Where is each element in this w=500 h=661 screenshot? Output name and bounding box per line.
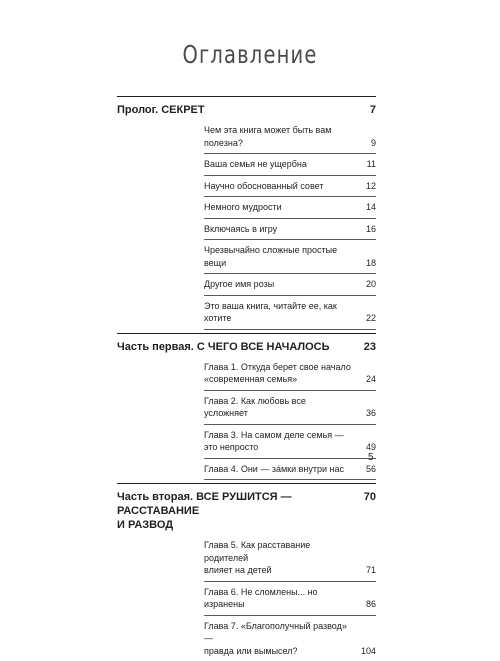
toc-part-prologue (117, 103, 376, 117)
entry-page-number: 86 (366, 598, 376, 611)
part-title: Часть первая. С ЧЕГО ВСЕ НАЧАЛОСЬ (117, 340, 376, 354)
entry-page-number: 24 (366, 373, 376, 386)
page-title: Оглавление (55, 40, 445, 69)
toc-part-one (117, 340, 376, 354)
entry-page-number: 16 (366, 223, 376, 236)
toc-entry: Глава 6. Не сломлены... но изранены 86 (204, 582, 376, 616)
toc-entry: Глава 7. «Благополучный развод» — правда или вымысел? 104 (204, 616, 376, 661)
entry-page-number: 36 (366, 407, 376, 420)
part-title: Часть вторая. ВСЕ РУШИТСЯ — РАССТАВАНИЕ И РАЗВОД (117, 490, 376, 532)
toc-entry: Научно обоснованный совет 12 (204, 176, 376, 198)
toc-entry: Включаясь в игру 16 (204, 219, 376, 241)
table-of-contents (117, 96, 376, 661)
entry-page-number: 49 (366, 441, 376, 454)
part-rule (117, 333, 376, 334)
toc-entry: Чрезвычайно сложные простые вещи 18 (204, 240, 376, 274)
toc-part-two (117, 490, 376, 532)
part-page-number: 23 (364, 340, 376, 354)
toc-entry: Немного мудрости 14 (204, 197, 376, 219)
toc-entry: Глава 2. Как любовь все усложняет 36 (204, 391, 376, 425)
toc-entry: Глава 4. Они — зáмки внутри нас 56 (204, 459, 376, 481)
toc-entries-prologue (204, 120, 376, 330)
toc-entry: Это ваша книга, читайте ее, как хотите 22 (204, 296, 376, 330)
toc-entry: Глава 5. Как расставание родителей влияет на детей 71 (204, 535, 376, 582)
entry-page-number: 71 (366, 564, 376, 577)
toc-entry: Другое имя розы 20 (204, 274, 376, 296)
part-rule (117, 483, 376, 484)
toc-entry: Чем эта книга может быть вам полезна? 9 (204, 120, 376, 154)
entry-page-number: 12 (366, 180, 376, 193)
part-page-number: 70 (364, 490, 376, 504)
toc-entries-part-two (204, 535, 376, 661)
entry-page-number: 104 (361, 645, 376, 658)
entry-page-number: 56 (366, 463, 376, 476)
page-number: 5 (368, 452, 374, 463)
toc-entries-part-one (204, 357, 376, 481)
toc-entry: Глава 3. На самом деле семья — это непросто 49 (204, 425, 376, 459)
entry-page-number: 22 (366, 312, 376, 325)
entry-page-number: 18 (366, 257, 376, 270)
part-title: Пролог. СЕКРЕТ (117, 103, 376, 117)
entry-page-number: 11 (367, 158, 376, 171)
part-page-number: 7 (370, 103, 376, 117)
entry-page-number: 9 (371, 137, 376, 150)
toc-entry: Глава 1. Откуда берет свое начало «современная семья» 24 (204, 357, 376, 391)
entry-page-number: 14 (366, 201, 376, 214)
toc-entry: Ваша семья не ущербна 11 (204, 154, 376, 176)
top-rule (117, 96, 376, 97)
entry-page-number: 20 (366, 278, 376, 291)
